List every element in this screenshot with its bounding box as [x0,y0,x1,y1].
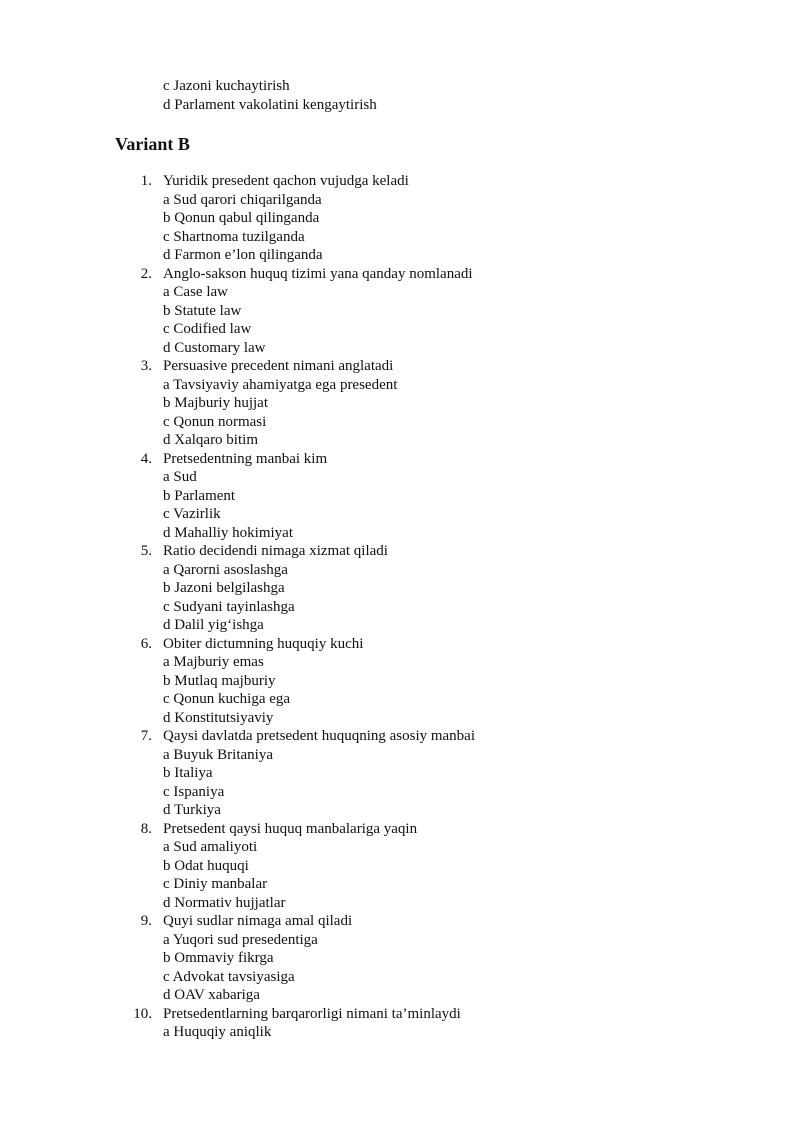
question-number: 5. [140,543,152,559]
answer-option: d Customary law [163,339,266,356]
question-text: Persuasive precedent nimani anglatadi [163,358,394,374]
question-number: 7. [140,728,152,744]
answer-options [0,191,800,265]
previous-question-options [163,77,377,114]
answer-option: a Sud [163,469,197,485]
question-text: Pretsedentning manbai kim [163,450,328,467]
question-line [0,727,800,746]
question-line [0,1005,800,1024]
answer-option: a Tavsiyaviy ahamiyatga ega presedent [163,376,398,393]
answer-option: d Konstitutsiyaviy [163,709,274,726]
question-text: Ratio decidendi nimaga xizmat qiladi [163,543,388,559]
answer-option: a Sud amaliyoti [163,839,258,855]
question-line [0,820,800,839]
answer-options [0,283,800,357]
question-item [0,1005,800,1042]
answer-options [0,838,800,912]
question-item [0,635,800,728]
question-number: 10. [133,1005,152,1022]
answer-option: c Shartnoma tuzilganda [163,228,305,245]
answer-option: b Odat huquqi [163,857,249,874]
answer-option: c Qonun normasi [163,413,267,430]
question-number: 9. [140,913,152,929]
question-item [0,172,800,265]
answer-option: d Parlament vakolatini kengaytirish [163,96,377,113]
question-text: Obiter dictumning huquqiy kuchi [163,635,364,652]
question-text: Yuridik presedent qachon vujudga keladi [163,173,409,189]
answer-options [0,653,800,727]
answer-option: a Huquqiy aniqlik [163,1024,272,1040]
answer-option: b Qonun qabul qilinganda [163,210,320,226]
answer-option: d Turkiya [163,802,221,818]
answer-option: c Diniy manbalar [163,876,268,892]
question-item [0,450,800,543]
question-number: 4. [140,450,152,467]
answer-option: c Sudyani tayinlashga [163,598,295,615]
answer-option: a Yuqori sud presedentiga [163,931,318,948]
question-item [0,912,800,1005]
answer-option: b Majburiy hujjat [163,395,268,411]
question-item [0,265,800,358]
answer-option: a Qarorni asoslashga [163,561,288,578]
question-line [0,542,800,561]
question-number: 3. [140,358,152,374]
answer-option: b Statute law [163,302,242,319]
question-item [0,542,800,635]
answer-options [0,931,800,1005]
question-line [0,450,800,469]
answer-option: c Vazirlik [163,506,221,522]
answer-option: b Parlament [163,487,236,504]
question-text: Pretsedent qaysi huquq manbalariga yaqin [163,820,418,837]
answer-option: a Buyuk Britaniya [163,746,273,763]
answer-option: c Jazoni kuchaytirish [163,78,290,94]
question-text: Anglo-sakson huquq tizimi yana qanday nomlanadi [163,265,473,282]
answer-option: d OAV xabariga [163,987,260,1003]
question-line [0,357,800,376]
question-number: 2. [140,265,152,282]
answer-option: a Sud qarori chiqarilganda [163,191,322,208]
answer-option: b Jazoni belgilashga [163,580,285,596]
question-number: 8. [140,820,152,837]
answer-option: d Dalil yig‘ishga [163,617,264,633]
answer-option: b Ommaviy fikrga [163,950,274,966]
question-line [0,265,800,284]
answer-option: c Ispaniya [163,783,225,800]
answer-option: d Farmon e’lon qilinganda [163,247,323,263]
question-text: Quyi sudlar nimaga amal qiladi [163,913,353,929]
question-line [0,172,800,191]
answer-option: c Qonun kuchiga ega [163,691,291,707]
question-line [0,635,800,654]
question-item [0,357,800,450]
answer-options [0,561,800,635]
answer-option: c Advokat tavsiyasiga [163,968,295,985]
answer-option: c Codified law [163,321,252,337]
answer-options [0,376,800,450]
answer-options [0,468,800,542]
question-line [0,912,800,931]
answer-option: d Xalqaro bitim [163,432,258,448]
answer-option: b Italiya [163,765,213,781]
answer-option: a Majburiy emas [163,654,264,670]
answer-option: a Case law [163,284,228,300]
question-number: 6. [140,635,152,652]
question-item [0,820,800,913]
question-list [0,172,800,1042]
question-number: 1. [140,173,152,189]
section-heading: Variant B [115,134,190,154]
question-text: Qaysi davlatda pretsedent huquqning asosiy manbai [163,728,476,744]
answer-option: d Normativ hujjatlar [163,894,286,911]
question-text: Pretsedentlarning barqarorligi nimani ta’minlaydi [163,1005,461,1022]
answer-options [0,1023,800,1042]
answer-options [0,746,800,820]
question-item [0,727,800,820]
answer-option: d Mahalliy hokimiyat [163,524,293,541]
answer-option: b Mutlaq majburiy [163,672,276,689]
